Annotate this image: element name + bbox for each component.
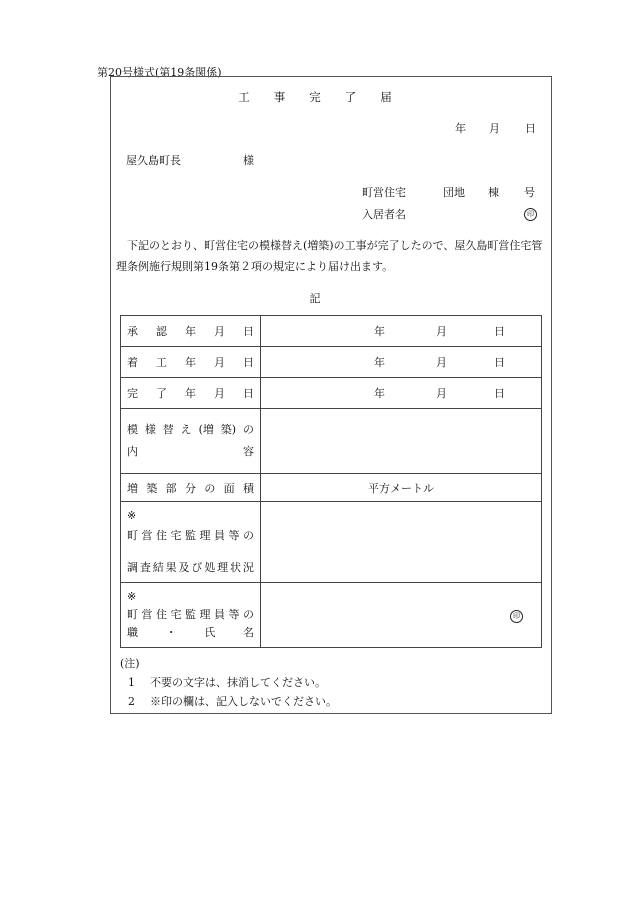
table-row xyxy=(121,502,542,583)
addressee-name: 屋久島町長 xyxy=(126,154,181,167)
form-title xyxy=(0,89,630,105)
start-date-value[interactable]: 年 月 日 xyxy=(261,347,542,378)
title-char: 了 xyxy=(344,90,357,104)
area-value[interactable] xyxy=(261,474,542,502)
approval-date-value[interactable]: 年 月 日 xyxy=(261,316,542,347)
survey-label: ※ 町 営 住 宅 監 理 員 等 の 調 査 結 果 及 び 処 理 状 況 xyxy=(121,502,261,583)
addressee-honorific: 様 xyxy=(243,154,254,167)
table-row xyxy=(121,347,542,378)
title-char: 届 xyxy=(380,90,392,104)
housing-label: 町営住宅 xyxy=(362,186,406,199)
date-year: 年 xyxy=(455,122,466,135)
officer-value[interactable] xyxy=(261,583,542,648)
table-row xyxy=(121,378,542,409)
note-item: 2 ※印の欄は、記入しないでください。 xyxy=(128,695,337,708)
complete-date-value[interactable]: 年 月 日 xyxy=(261,378,542,409)
building-label: 棟 xyxy=(488,186,499,199)
date-day: 日 xyxy=(525,122,536,135)
start-date-label: 着 工 年 月 日 xyxy=(121,347,261,378)
survey-value[interactable] xyxy=(261,502,542,583)
area-label: 増 築 部 分 の 面 積 xyxy=(121,474,261,502)
table-row xyxy=(121,474,542,502)
complete-date-label: 完 了 年 月 日 xyxy=(121,378,261,409)
ki-heading: 記 xyxy=(309,292,321,305)
danchi-label: 団地 xyxy=(443,186,465,199)
seal-icon: 印 xyxy=(524,206,537,221)
table-row xyxy=(121,316,542,347)
table-row xyxy=(121,409,542,474)
approval-date-label: 承 認 年 月 日 xyxy=(121,316,261,347)
form-number: 第20号様式(第19条関係) xyxy=(97,66,222,79)
area-unit: 平方メートル xyxy=(368,481,434,495)
content-label: 模 様 替 え (増 築) の 内 容 xyxy=(121,409,261,474)
title-char: 完 xyxy=(309,90,321,104)
report-table xyxy=(120,315,542,648)
content-value[interactable] xyxy=(261,409,542,474)
title-char: 事 xyxy=(273,90,286,104)
table-row xyxy=(121,583,542,648)
title-char: 工 xyxy=(238,90,250,104)
officer-label: ※ 町 営 住 宅 監 理 員 等 の 職 ・ 氏 名 xyxy=(121,583,261,648)
body-text: 下記のとおり、町営住宅の模様替え(増築)の工事が完了したので、屋久島町営住宅管理条例施行規則第19条第２項の規定により届け出ます。 xyxy=(116,239,543,273)
number-label: 号 xyxy=(524,186,535,199)
resident-label: 入居者名 xyxy=(362,208,406,221)
seal-icon: 印 xyxy=(510,610,523,623)
notes xyxy=(120,654,337,711)
date-month: 月 xyxy=(489,122,500,135)
notes-heading: (注) xyxy=(120,657,140,670)
note-item: 1 不要の文字は、抹消してください。 xyxy=(128,676,326,689)
